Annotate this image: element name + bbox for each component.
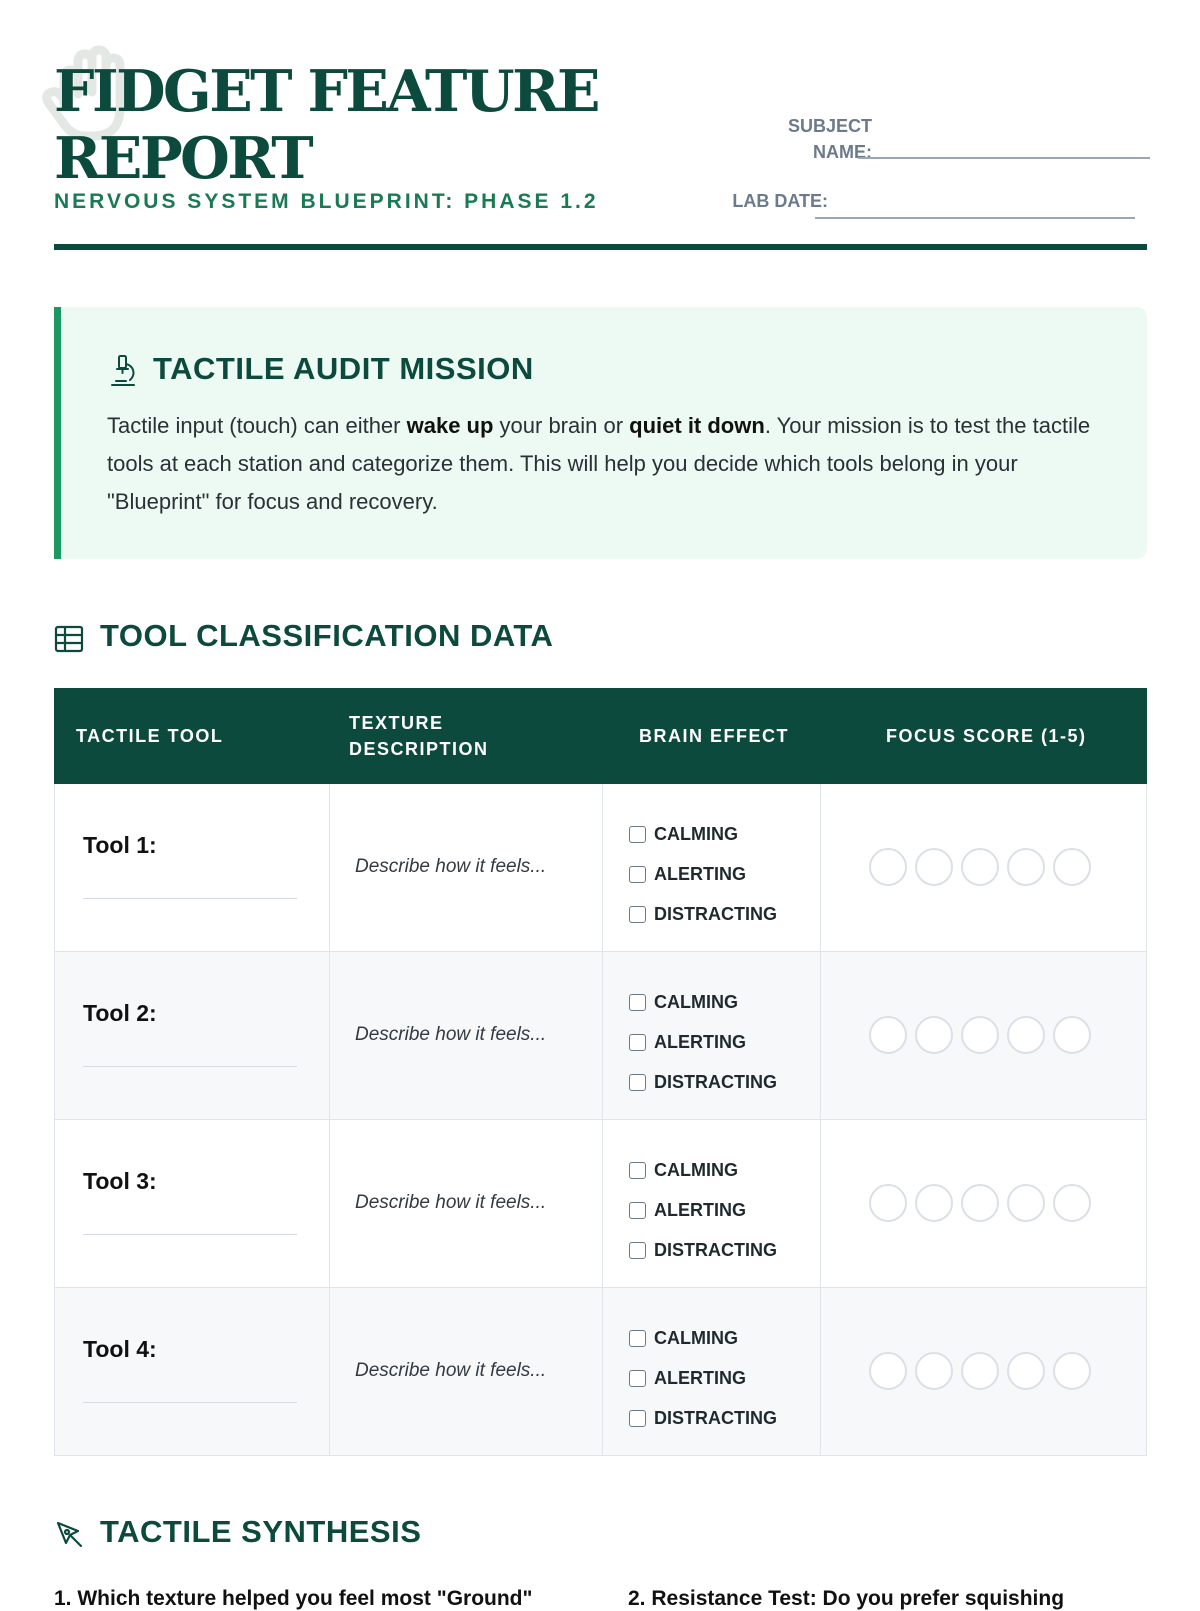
effect-label: CALMING [654,1159,738,1180]
focus-score-circle[interactable] [1053,848,1091,886]
mission-heading: TACTILE AUDIT MISSION [153,351,534,386]
effect-checkbox[interactable] [629,906,646,923]
effect-option [629,1358,777,1398]
focus-score-circle[interactable] [961,1352,999,1390]
texture-description-field[interactable]: Describe how it feels... [355,1360,547,1381]
tool-label: Tool 1: [83,832,157,858]
effect-checkbox[interactable] [629,1330,646,1347]
microscope-icon [108,354,138,388]
effect-checkbox[interactable] [629,866,646,883]
tool-label: Tool 4: [83,1336,157,1362]
focus-score-selector [869,1016,1091,1054]
page-title: FIDGET FEATURE REPORT [54,58,598,192]
lab-date-field[interactable] [815,217,1135,219]
column-divider [329,1120,330,1287]
effect-checkbox[interactable] [629,1410,646,1427]
mission-text: Tactile input (touch) can either wake up your brain or quiet it down. Your mission is to test the tactile tools at each station and categorize them. This will help you decide which tools belong in your "Blueprint" for focus and recovery. [107,413,1091,514]
effect-checkbox[interactable] [629,1202,646,1219]
effect-option [629,1190,777,1230]
brain-effect-options [629,814,777,934]
effect-checkbox[interactable] [629,1034,646,1051]
focus-score-circle[interactable] [915,1184,953,1222]
effect-option [629,982,777,1022]
effect-checkbox[interactable] [629,1162,646,1179]
effect-checkbox[interactable] [629,994,646,1011]
tool-label: Tool 3: [83,1168,157,1194]
column-divider [820,784,821,951]
classification-heading: TOOL CLASSIFICATION DATA [100,618,554,653]
column-divider [329,784,330,951]
subject-name-field[interactable] [858,157,1150,159]
effect-option [629,1398,777,1438]
focus-score-selector [869,1184,1091,1222]
effect-label: ALERTING [654,1199,746,1220]
tool-classification-table [54,688,1147,1456]
effect-label: ALERTING [654,1031,746,1052]
focus-score-circle[interactable] [961,848,999,886]
synthesis-question-1: 1. Which texture helped you feel most "Ground" [54,1587,533,1610]
effect-checkbox[interactable] [629,1370,646,1387]
focus-score-circle[interactable] [915,848,953,886]
synthesis-heading: TACTILE SYNTHESIS [100,1514,422,1549]
table-row [54,1120,1147,1288]
focus-score-circle[interactable] [1053,1016,1091,1054]
effect-option [629,894,777,934]
focus-score-circle[interactable] [869,1016,907,1054]
subject-name-label: SUBJECT NAME: [787,116,872,162]
effect-label: DISTRACTING [654,1071,777,1092]
column-header-texture: TEXTURE DESCRIPTION [349,713,489,759]
column-divider [329,952,330,1119]
table-header [54,688,1147,784]
focus-score-circle[interactable] [915,1352,953,1390]
effect-option [629,1062,777,1102]
column-divider [329,1288,330,1455]
table-row [54,784,1147,952]
effect-option [629,854,777,894]
column-header-tool: TACTILE TOOL [76,726,224,746]
focus-score-circle[interactable] [869,848,907,886]
page-subtitle: NERVOUS SYSTEM BLUEPRINT: PHASE 1.2 [54,190,599,213]
table-icon [54,624,84,654]
texture-description-field[interactable]: Describe how it feels... [355,856,547,877]
brain-effect-options [629,1150,777,1270]
synthesis-question-2: 2. Resistance Test: Do you prefer squishing [628,1587,1065,1610]
focus-score-circle[interactable] [1007,1352,1045,1390]
focus-score-circle[interactable] [1053,1352,1091,1390]
pen-icon [54,1519,84,1549]
tool-name-field[interactable] [83,1402,297,1403]
column-header-effect: BRAIN EFFECT [639,726,789,746]
focus-score-circle[interactable] [915,1016,953,1054]
effect-option [629,1022,777,1062]
effect-option [629,1230,777,1270]
focus-score-circle[interactable] [1053,1184,1091,1222]
effect-checkbox[interactable] [629,826,646,843]
focus-score-circle[interactable] [869,1352,907,1390]
mission-box [54,307,1147,559]
tool-label: Tool 2: [83,1000,157,1026]
effect-label: DISTRACTING [654,903,777,924]
focus-score-circle[interactable] [1007,848,1045,886]
focus-score-selector [869,848,1091,886]
effect-checkbox[interactable] [629,1242,646,1259]
column-divider [820,952,821,1119]
tool-name-field[interactable] [83,1066,297,1067]
effect-label: ALERTING [654,1367,746,1388]
column-divider [602,1288,603,1455]
table-row [54,1288,1147,1456]
focus-score-circle[interactable] [1007,1016,1045,1054]
effect-label: CALMING [654,823,738,844]
lab-date-label: LAB DATE: [732,191,828,211]
effect-label: DISTRACTING [654,1407,777,1428]
header-divider [54,244,1147,250]
table-row [54,952,1147,1120]
effect-option [629,1150,777,1190]
focus-score-circle[interactable] [1007,1184,1045,1222]
effect-label: DISTRACTING [654,1239,777,1260]
focus-score-circle[interactable] [961,1016,999,1054]
column-divider [820,1120,821,1287]
column-divider [602,952,603,1119]
texture-description-field[interactable]: Describe how it feels... [355,1192,547,1213]
column-header-score: FOCUS SCORE (1-5) [886,726,1087,746]
effect-option [629,814,777,854]
brain-effect-options [629,1318,777,1438]
column-divider [602,784,603,951]
texture-description-field[interactable]: Describe how it feels... [355,1024,547,1045]
effect-label: CALMING [654,1327,738,1348]
column-divider [820,1288,821,1455]
effect-label: CALMING [654,991,738,1012]
focus-score-selector [869,1352,1091,1390]
tool-name-field[interactable] [83,1234,297,1235]
column-divider [602,1120,603,1287]
effect-label: ALERTING [654,863,746,884]
focus-score-circle[interactable] [869,1184,907,1222]
brain-effect-options [629,982,777,1102]
tool-name-field[interactable] [83,898,297,899]
effect-option [629,1318,777,1358]
focus-score-circle[interactable] [961,1184,999,1222]
effect-checkbox[interactable] [629,1074,646,1091]
worksheet-page [54,0,1147,1610]
